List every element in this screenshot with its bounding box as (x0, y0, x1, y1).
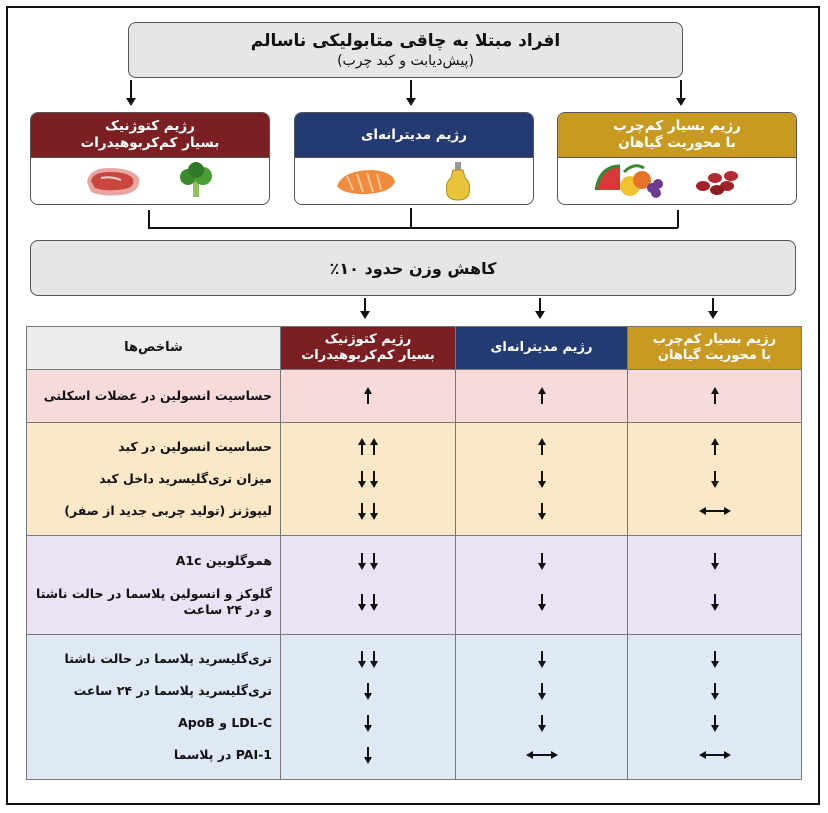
arrow-down-icon (709, 592, 721, 612)
two-way-arrow-icon (525, 749, 559, 761)
indicator-cell (27, 536, 281, 635)
arrow-down-icon (126, 98, 136, 106)
fruits-icon (594, 160, 668, 202)
weight-loss-label: کاهش وزن حدود ۱۰٪ (329, 258, 497, 278)
effect-cell (628, 370, 802, 423)
effect-cell (281, 423, 456, 536)
diet-subtitle: با محوریت گیاهان (618, 135, 736, 151)
effect-cell (281, 370, 456, 423)
arrow-up-icon (536, 437, 548, 457)
effect-cell (628, 423, 802, 536)
arrow-up-icon (709, 386, 721, 406)
beans-icon (693, 164, 743, 198)
double-arrow-down-icon (356, 551, 380, 571)
arrow-down-icon (709, 713, 721, 733)
indicator-label: میزان تری‌گلیسرید داخل کبد (99, 471, 272, 486)
salmon-icon (333, 164, 399, 198)
indicator-label: LDL-C و ApoB (178, 715, 272, 730)
arrow-down-icon (536, 551, 548, 571)
indicator-label: تری‌گلیسرید پلاسما در حالت ناشتا (64, 651, 272, 666)
arrow-down-icon (709, 681, 721, 701)
indicator-cell (27, 423, 281, 536)
effect-cell (281, 635, 456, 780)
effect-cell (456, 635, 628, 780)
diet-title: رژیم مدیترانه‌ای (361, 126, 467, 143)
table-group (27, 423, 802, 536)
bracket-right (677, 210, 679, 228)
arrow-down-icon (536, 592, 548, 612)
arrow-up-icon (362, 386, 374, 406)
indicators-table (26, 326, 802, 780)
population-subtitle: (پیش‌دیابت و کبد چرب) (337, 53, 474, 69)
double-arrow-down-icon (356, 469, 380, 489)
bracket-bar (148, 227, 678, 229)
diet-header-mediterranean (295, 113, 533, 158)
arrow-down-icon (360, 311, 370, 319)
effect-cell (628, 635, 802, 780)
diet-subtitle: بسیار کم‌کربوهیدرات (80, 135, 220, 151)
bracket-left (148, 210, 150, 228)
effect-cell (456, 370, 628, 423)
diet-box-mediterranean (294, 112, 534, 205)
arrow-shaft (539, 298, 541, 312)
arrow-down-icon (362, 713, 374, 733)
arrow-down-icon (406, 98, 416, 106)
indicator-label: هموگلوبین A1c (175, 553, 272, 568)
arrow-shaft (130, 80, 132, 100)
arrow-down-icon (536, 469, 548, 489)
arrow-shaft (712, 298, 714, 312)
effect-cell (456, 423, 628, 536)
arrow-down-icon (536, 713, 548, 733)
double-arrow-down-icon (356, 501, 380, 521)
arrow-down-icon (709, 649, 721, 669)
indicator-label: گلوکز و انسولین پلاسما در حالت ناشتا و در ۲۴ ساعت (36, 586, 272, 617)
arrow-down-icon (676, 98, 686, 106)
meat-icon (83, 164, 143, 198)
two-way-arrow-icon (698, 505, 732, 517)
arrow-up-icon (536, 386, 548, 406)
indicator-label: لیپوژنز (تولید چربی جدید از صفر) (64, 503, 272, 518)
olive-oil-icon (443, 160, 473, 202)
indicator-label: PAI-1 در پلاسما (173, 747, 272, 762)
arrow-shaft (410, 80, 412, 100)
arrow-down-icon (708, 311, 718, 319)
arrow-shaft (364, 298, 366, 312)
weight-loss-box (30, 240, 796, 296)
population-title: افراد مبتلا به چاقی متابولیکی ناسالم (250, 31, 561, 51)
broccoli-icon (176, 161, 216, 201)
indicator-cell (27, 370, 281, 423)
two-way-arrow-icon (698, 749, 732, 761)
header-keto: رژیم کتوژنیک بسیار کم‌کربوهیدرات (281, 327, 456, 370)
effect-cell (281, 536, 456, 635)
indicator-label: حساسیت انسولین در کبد (118, 439, 272, 454)
header-indicators: شاخص‌ها (27, 327, 281, 370)
indicator-label: تری‌گلیسرید پلاسما در ۲۴ ساعت (73, 683, 272, 698)
indicator-label: حساسیت انسولین در عضلات اسکلتی (43, 388, 272, 403)
table-group (27, 370, 802, 423)
diet-title: رژیم کتوژنیک (105, 118, 195, 134)
bracket-middle (410, 208, 412, 228)
table-group (27, 635, 802, 780)
header-plant: رژیم بسیار کم‌چرب با محوریت گیاهان (628, 327, 802, 370)
diet-header-keto (31, 113, 269, 158)
diet-header-plant (558, 113, 796, 158)
double-arrow-down-icon (356, 649, 380, 669)
arrow-down-icon (536, 501, 548, 521)
table-group (27, 536, 802, 635)
diet-box-keto (30, 112, 270, 205)
diet-box-plant (557, 112, 797, 205)
header-mediterranean: رژیم مدیترانه‌ای (456, 327, 628, 370)
arrow-shaft (680, 80, 682, 100)
arrow-down-icon (362, 681, 374, 701)
arrow-down-icon (709, 551, 721, 571)
arrow-down-icon (362, 745, 374, 765)
double-arrow-down-icon (356, 592, 380, 612)
arrow-up-icon (709, 437, 721, 457)
effect-cell (456, 536, 628, 635)
arrow-down-icon (709, 469, 721, 489)
diet-title: رژیم بسیار کم‌چرب (613, 118, 741, 134)
population-box (128, 22, 683, 78)
arrow-down-icon (536, 681, 548, 701)
indicator-cell (27, 635, 281, 780)
arrow-down-icon (535, 311, 545, 319)
arrow-down-icon (536, 649, 548, 669)
effect-cell (628, 536, 802, 635)
double-arrow-up-icon (356, 437, 380, 457)
